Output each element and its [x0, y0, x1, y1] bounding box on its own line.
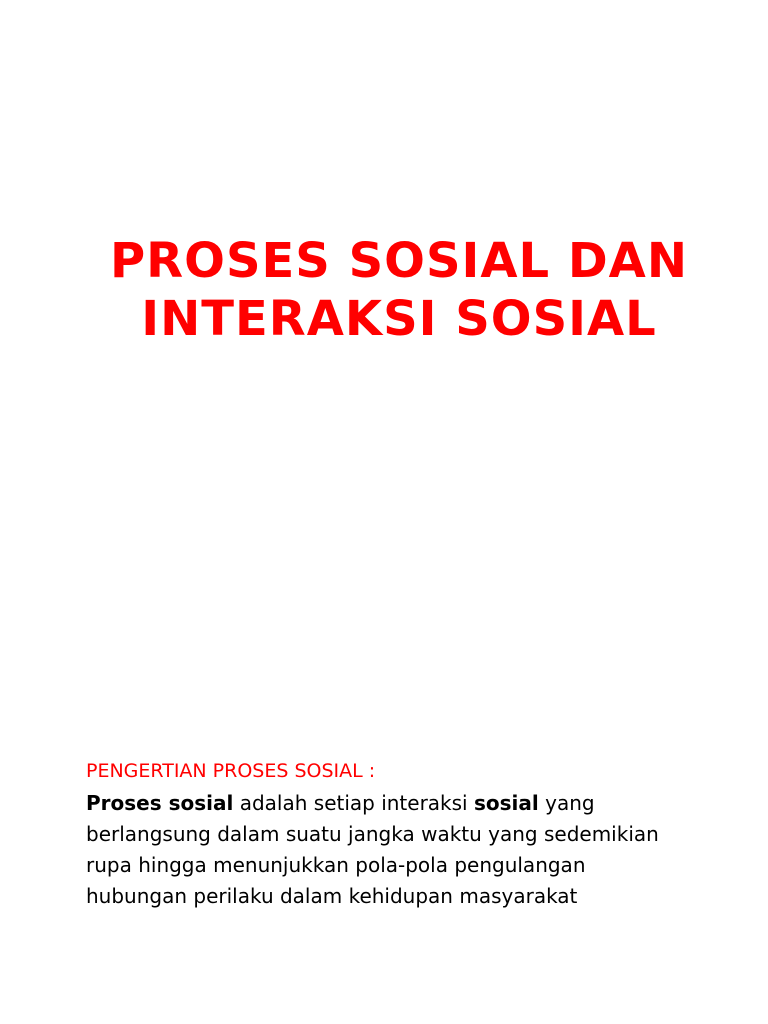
definition-paragraph — [86, 788, 686, 912]
term-proses-sosial: Proses sosial — [86, 791, 234, 815]
definition-text-2: yang berlangsung dalam suatu jangka waktu yang sedemikian rupa hingga menunjukkan pola-pola pengulangan hubungan perilaku dalam kehidupan masyarakat — [86, 791, 659, 908]
definition-section — [86, 756, 686, 912]
definition-text-1: adalah setiap interaksi — [233, 791, 474, 815]
section-heading: PENGERTIAN PROSES SOSIAL : — [86, 760, 376, 782]
term-sosial: sosial — [473, 791, 539, 815]
page-title — [40, 232, 758, 348]
title-line-2: INTERAKSI SOSIAL — [141, 291, 657, 348]
title-line-1: PROSES SOSIAL DAN — [110, 233, 688, 290]
